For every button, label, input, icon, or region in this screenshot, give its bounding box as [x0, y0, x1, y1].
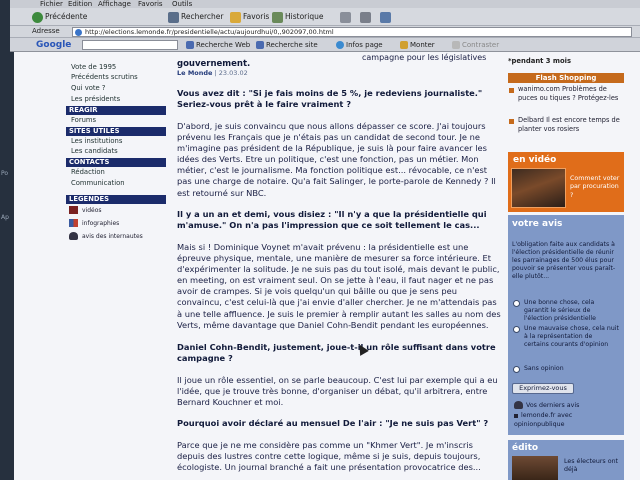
- vote-submit-button[interactable]: Exprimez-vous: [512, 383, 574, 394]
- menu-file[interactable]: Fichier: [40, 0, 63, 8]
- highlight-icon: [452, 41, 460, 49]
- screen-bezel: [0, 0, 14, 480]
- bullet-icon: [509, 119, 514, 124]
- left-navigation: [66, 52, 178, 242]
- video-promo-text[interactable]: Comment voter par procuration ?: [570, 175, 620, 199]
- radio-button[interactable]: [513, 366, 520, 373]
- browser-chrome: [10, 0, 640, 52]
- nav-link[interactable]: Les institutions: [71, 137, 123, 145]
- edito-text[interactable]: Les électeurs ont déjà: [564, 458, 619, 473]
- menu-view[interactable]: Affichage: [98, 0, 131, 8]
- contrast-button[interactable]: Contraster: [452, 40, 499, 50]
- bullet-icon: [514, 414, 518, 418]
- partner-link[interactable]: opinionpublique: [514, 421, 565, 428]
- print-icon: [360, 12, 371, 23]
- interview-question: Vous avez dit : "Si je fais moins de 5 %, je redeviens journaliste." Seriez-vous prêt à le faire vraiment ?: [177, 88, 483, 110]
- address-bar: [10, 26, 640, 38]
- interview-answer: Il joue un rôle essentiel, on se parle beaucoup. C'est lui par exemple qui a eu l'idée, que je trouve très bonne, d'organiser un débat, qu'il arbitrera, entre Bernard Kouchner et moi.: [177, 375, 498, 408]
- toolbar: [10, 8, 640, 26]
- google-toolbar: [10, 38, 640, 52]
- address-label: Adresse: [32, 27, 60, 35]
- interview-question: Pourquoi avoir déclaré au mensuel De l'air : "Je ne suis pas Vert" ?: [177, 418, 489, 428]
- poll-question: L'obligation faite aux candidats à l'élection présidentielle de réunir les parrainages de 500 élus pour pouvoir se présenter vous paraît-elle plutôt...: [512, 241, 616, 280]
- interview-question: Il y a un an et demi, vous disiez : "Il n'y a que la présidentielle qui m'amuse." On n'a pas l'impression que ce soit tellement le cas...: [177, 209, 487, 231]
- article-body: [177, 52, 507, 480]
- nav-link[interactable]: Précédents scrutins: [71, 73, 138, 81]
- poll-title: votre avis: [512, 219, 563, 229]
- address-url: http://elections.lemonde.fr/presidentielle/actu/aujourdhui/0,,902097,00.html: [85, 28, 334, 36]
- bullet-icon: [509, 88, 514, 93]
- legend-item: infographies: [69, 219, 119, 227]
- legend-item: vidéos: [69, 206, 102, 214]
- edit-button[interactable]: [380, 10, 391, 24]
- search-web-button[interactable]: Recherche Web: [186, 40, 250, 50]
- menu-favorites[interactable]: Favoris: [138, 0, 163, 8]
- mail-icon: [340, 12, 351, 23]
- poll-results-link[interactable]: Vos derniers avis: [514, 401, 579, 409]
- poll-option[interactable]: Une bonne chose, cela garantit le sérieux de l'élection présidentielle: [513, 299, 619, 323]
- nav-link[interactable]: Forums: [71, 116, 97, 124]
- flash-shopping-header: Flash Shopping: [508, 73, 624, 83]
- nav-link[interactable]: Qui vote ?: [71, 84, 106, 92]
- search-button[interactable]: Rechercher: [168, 10, 223, 24]
- article-source: Le Monde | 23.03.02: [177, 69, 248, 77]
- history-button[interactable]: Historique: [272, 10, 323, 24]
- video-promo[interactable]: [508, 152, 624, 212]
- nav-link[interactable]: Les candidats: [71, 147, 118, 155]
- google-logo[interactable]: Google: [36, 40, 72, 50]
- interview-answer: Mais si ! Dominique Voynet m'avait prévenu : la présidentielle est une épreuve physique, mentale, une manière de mesurer sa force intérieure. Et d'expérimenter la solitude. Je ne suis pas du tout isolé, mais devant le public, en meeting, on est vraiment seul. On se jette à l'eau, il faut nager et ne pas avoir de crampes. Si je vois quelqu'un qui bâille ou que je sens peu convaincu, c'est celui-là que j'ai envie d'aller chercher. Je ne m'attendais pas à une telle affluence. Je suis le premier à remplir autant les salles au nom des Verts, même davantage que Daniel Cohn-Bendit pendant les européennes.: [177, 242, 501, 330]
- search-site-button[interactable]: Recherche site: [256, 40, 318, 50]
- print-button[interactable]: [360, 10, 371, 24]
- folder-up-icon: [400, 41, 408, 49]
- interview-question: Daniel Cohn-Bendit, justement, joue-t-il un rôle suffisant dans votre campagne ?: [177, 342, 496, 364]
- back-button[interactable]: Précédente: [32, 10, 87, 24]
- bezel-text: Ap: [1, 214, 9, 221]
- video-thumbnail[interactable]: [511, 168, 566, 208]
- google-search-input[interactable]: [82, 40, 178, 50]
- search-icon: [186, 41, 194, 49]
- page-info-button[interactable]: Infos page: [336, 40, 383, 50]
- star-icon: [230, 12, 241, 23]
- edit-icon: [380, 12, 391, 23]
- legend-item: avis des internautes: [69, 232, 143, 240]
- bezel-text: Po: [1, 170, 9, 177]
- infographic-icon: [69, 219, 78, 227]
- legend-header: LEGENDES: [66, 195, 166, 204]
- nav-link[interactable]: Rédaction: [71, 168, 105, 176]
- history-icon: [272, 12, 283, 23]
- article-fragment: gouvernement.: [177, 59, 251, 69]
- interview-answer: D'abord, je suis convaincu que nous allons dépasser ce score. J'ai toujours prévenu les Français que je n'étais pas un candidat de second tour. Je ne m'imagine pas président de la République, je suis là pour faire avancer les idées des Verts. Etre un politique, c'est une fonction, pas un métier. Mon métier, c'est le journalisme. Ma fonction politique est... révocable, ce n'est pas une charge de notaire. Qu'a fait Salinger, le porte-parole de Kennedy ? Il est retourné sur NBC.: [177, 121, 496, 198]
- radio-button[interactable]: [513, 326, 520, 333]
- promo-note: *pendant 3 mois: [508, 57, 571, 65]
- partner-link[interactable]: lemonde.fr avec: [514, 412, 572, 419]
- poll-option[interactable]: Une mauvaise chose, cela nuit à la représentation de certains courants d'opinion: [513, 325, 619, 349]
- menu-tools[interactable]: Outils: [172, 0, 193, 8]
- info-icon: [336, 41, 344, 49]
- user-voice-icon: [514, 401, 523, 409]
- back-arrow-icon: [32, 12, 43, 23]
- address-input[interactable]: [72, 27, 632, 37]
- edito-thumbnail[interactable]: [512, 456, 558, 480]
- web-page: [14, 52, 640, 480]
- menu-edit[interactable]: Edition: [68, 0, 93, 8]
- video-promo-title: en vidéo: [513, 155, 557, 165]
- poll-box: [508, 215, 624, 435]
- edito-box: [508, 440, 624, 480]
- up-button[interactable]: Monter: [400, 40, 435, 50]
- page-icon: [75, 29, 82, 36]
- mail-button[interactable]: [340, 10, 351, 24]
- edito-title: édito: [512, 443, 539, 453]
- nav-link[interactable]: Les présidents: [71, 95, 121, 103]
- section-header-sites-utiles: SITES UTILES: [66, 127, 166, 136]
- favorites-button[interactable]: Favoris: [230, 10, 269, 24]
- article-fragment: campagne pour les législatives: [362, 53, 487, 62]
- poll-option[interactable]: Sans opinion: [513, 365, 619, 373]
- right-column: [502, 52, 630, 480]
- flash-shopping-link[interactable]: wanimo.com Problèmes de puces ou tiques ? Protégez-les: [518, 85, 619, 102]
- search-icon: [168, 12, 179, 23]
- video-icon: [69, 206, 78, 214]
- user-voice-icon: [69, 232, 78, 240]
- nav-link[interactable]: Communication: [71, 179, 125, 187]
- nav-link[interactable]: Vote de 1995: [71, 63, 117, 71]
- section-header-contacts: CONTACTS: [66, 158, 166, 167]
- radio-button[interactable]: [513, 300, 520, 307]
- search-icon: [256, 41, 264, 49]
- menu-bar: [10, 0, 640, 8]
- interview-answer: Parce que je ne me considère pas comme un "Khmer Vert". Je m'inscris depuis des lustres contre cette logique, même si je suis, depuis toujours, écologiste. Un journal branché a fait une présentation provocatrice des...: [177, 440, 481, 473]
- section-header-reagir: REAGIR: [66, 106, 166, 115]
- flash-shopping-link[interactable]: Delbard Il est encore temps de planter vos rosiers: [518, 116, 620, 133]
